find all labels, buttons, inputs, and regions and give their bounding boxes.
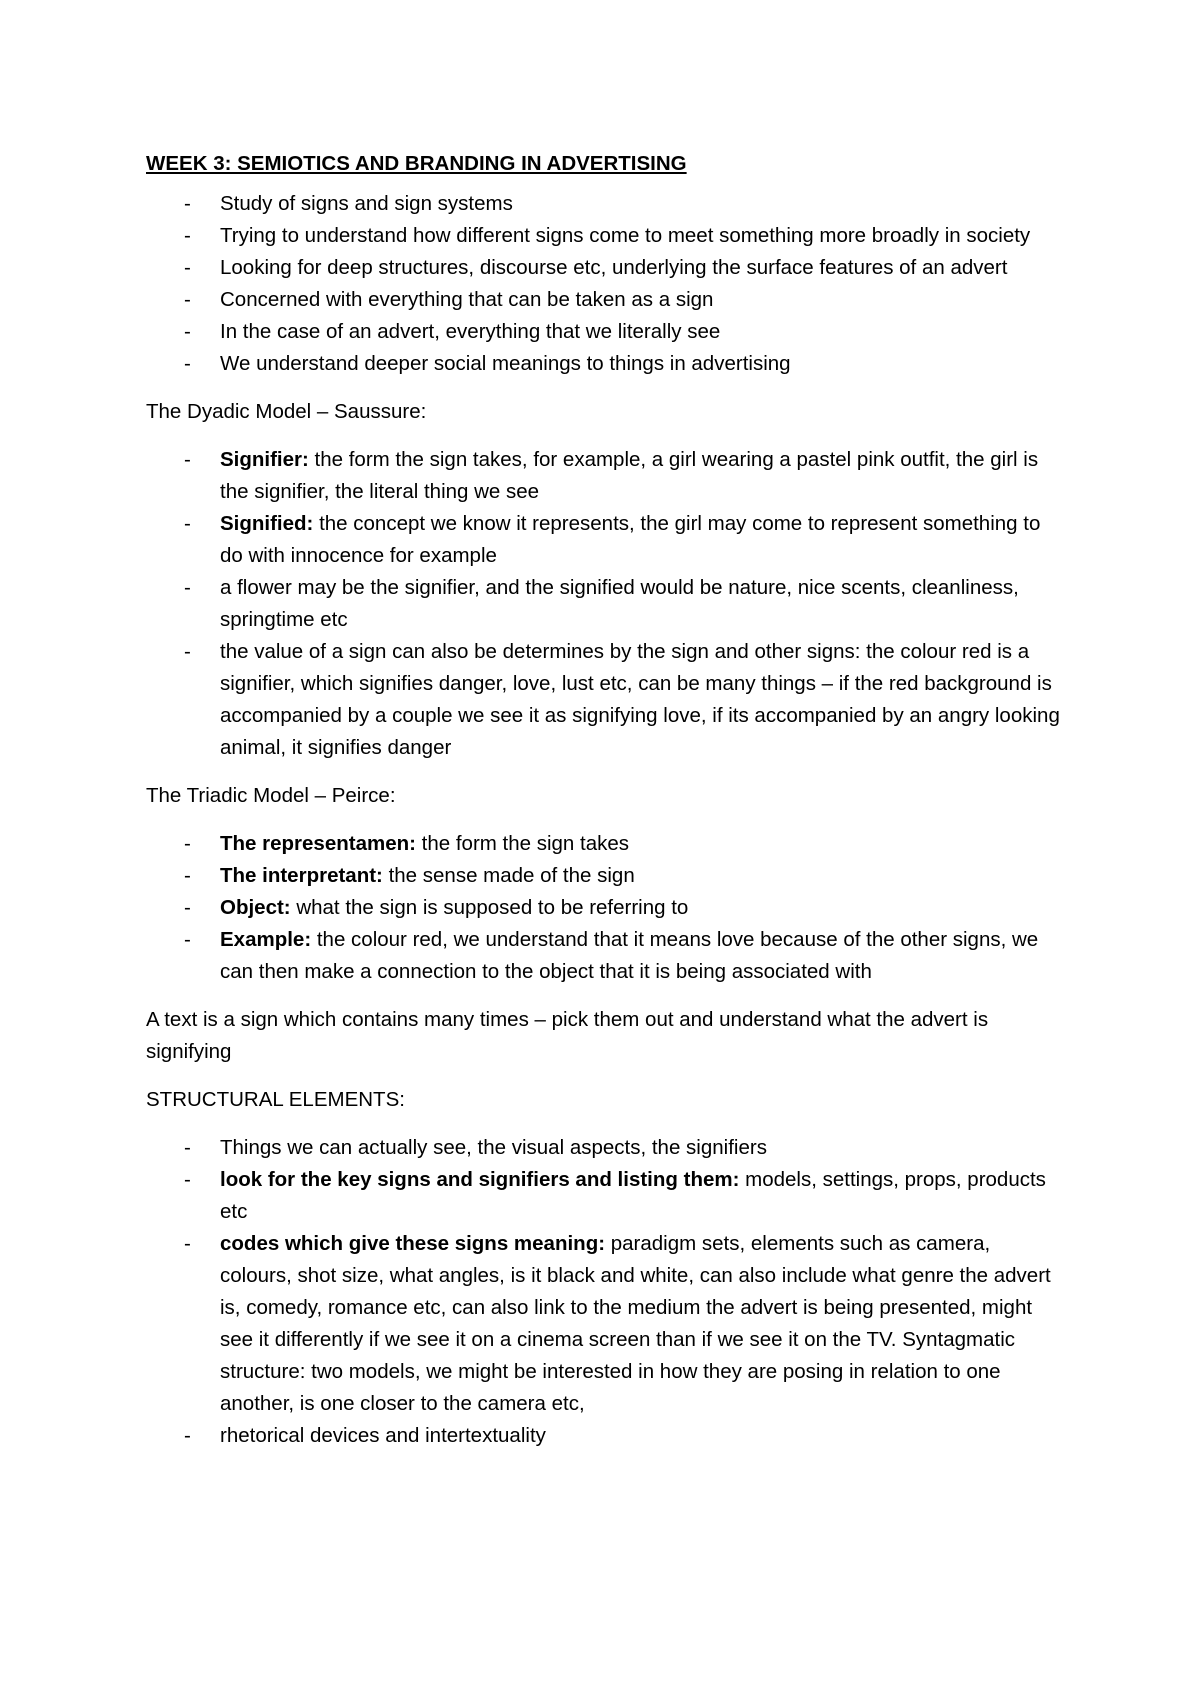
spacer	[146, 1068, 1066, 1084]
list-item: - Trying to understand how different signs come to meet something more broadly in society	[146, 220, 1066, 252]
list-item	[146, 636, 1066, 764]
term: Signified:	[220, 512, 314, 535]
list-item	[146, 1420, 1066, 1452]
list-item	[146, 892, 1066, 924]
definition: rhetorical devices and intertextuality	[220, 1424, 546, 1447]
list-item: - Study of signs and sign systems	[146, 188, 1066, 220]
definition: what the sign is supposed to be referring to	[290, 896, 689, 919]
list-item	[146, 860, 1066, 892]
definition: the concept we know it represents, the girl may come to represent something to do with innocence for example	[220, 512, 1041, 567]
list-item: - Concerned with everything that can be taken as a sign	[146, 284, 1066, 316]
definition: models, settings, props, products etc	[220, 1168, 1046, 1223]
list-item	[146, 828, 1066, 860]
section-heading-structural: STRUCTURAL ELEMENTS:	[146, 1088, 405, 1111]
text-sign-paragraph: A text is a sign which contains many times – pick them out and understand what the advert is signifying	[146, 1008, 989, 1063]
list-item	[146, 572, 1066, 636]
term: The representamen:	[220, 832, 416, 855]
intro-list	[146, 188, 1066, 380]
spacer	[146, 1116, 1066, 1132]
term: codes which give these signs meaning:	[220, 1232, 606, 1255]
triadic-list	[146, 828, 1066, 988]
term: Example:	[220, 928, 312, 951]
term: Object:	[220, 896, 291, 919]
list-item	[146, 1132, 1066, 1164]
structural-list	[146, 1132, 1066, 1452]
spacer	[146, 988, 1066, 1004]
section-heading-triadic: The Triadic Model – Peirce:	[146, 784, 396, 807]
term: The interpretant:	[220, 864, 383, 887]
list-item: - Looking for deep structures, discourse etc, underlying the surface features of an advert	[146, 252, 1066, 284]
spacer	[146, 428, 1066, 444]
spacer	[146, 812, 1066, 828]
list-item	[146, 1164, 1066, 1228]
list-item: - In the case of an advert, everything that we literally see	[146, 316, 1066, 348]
definition: the colour red, we understand that it means love because of the other signs, we can then make a connection to the object that it is being associated with	[220, 928, 1039, 983]
definition: the form the sign takes	[415, 832, 630, 855]
definition: the sense made of the sign	[382, 864, 635, 887]
term: Signifier:	[220, 448, 309, 471]
definition: the form the sign takes, for example, a girl wearing a pastel pink outfit, the girl is the signifier, the literal thing we see	[220, 448, 1039, 503]
definition: paradigm sets, elements such as camera, colours, shot size, what angles, is it black and white, can also include what genre the advert is, comedy, romance etc, can also link to the medium the advert is being presented, might see it differently if we see it on a cinema screen than if we see it on the TV. Syntagmatic structure: two models, we might be interested in how they are posing in relation to one another, is one closer to the camera etc,	[220, 1232, 1051, 1415]
list-item: - We understand deeper social meanings to things in advertising	[146, 348, 1066, 380]
definition: a flower may be the signifier, and the signified would be nature, nice scents, cleanliness, springtime etc	[220, 576, 1019, 631]
definition: the value of a sign can also be determines by the sign and other signs: the colour red is a signifier, which signifies danger, love, lust etc, can be many things – if the red background is accompanied by a couple we see it as signifying love, if its accompanied by an angry looking animal, it signifies danger	[220, 640, 1060, 759]
document-body	[146, 148, 1066, 1452]
list-item	[146, 924, 1066, 988]
section-heading-dyadic: The Dyadic Model – Saussure:	[146, 400, 427, 423]
term: look for the key signs and signifiers and listing them:	[220, 1168, 740, 1191]
page-title: WEEK 3: SEMIOTICS AND BRANDING IN ADVERTISING	[146, 152, 687, 175]
spacer	[146, 380, 1066, 396]
list-item	[146, 1228, 1066, 1420]
list-item	[146, 508, 1066, 572]
dyadic-list	[146, 444, 1066, 764]
spacer	[146, 764, 1066, 780]
list-item	[146, 444, 1066, 508]
definition: Things we can actually see, the visual aspects, the signifiers	[220, 1136, 767, 1159]
